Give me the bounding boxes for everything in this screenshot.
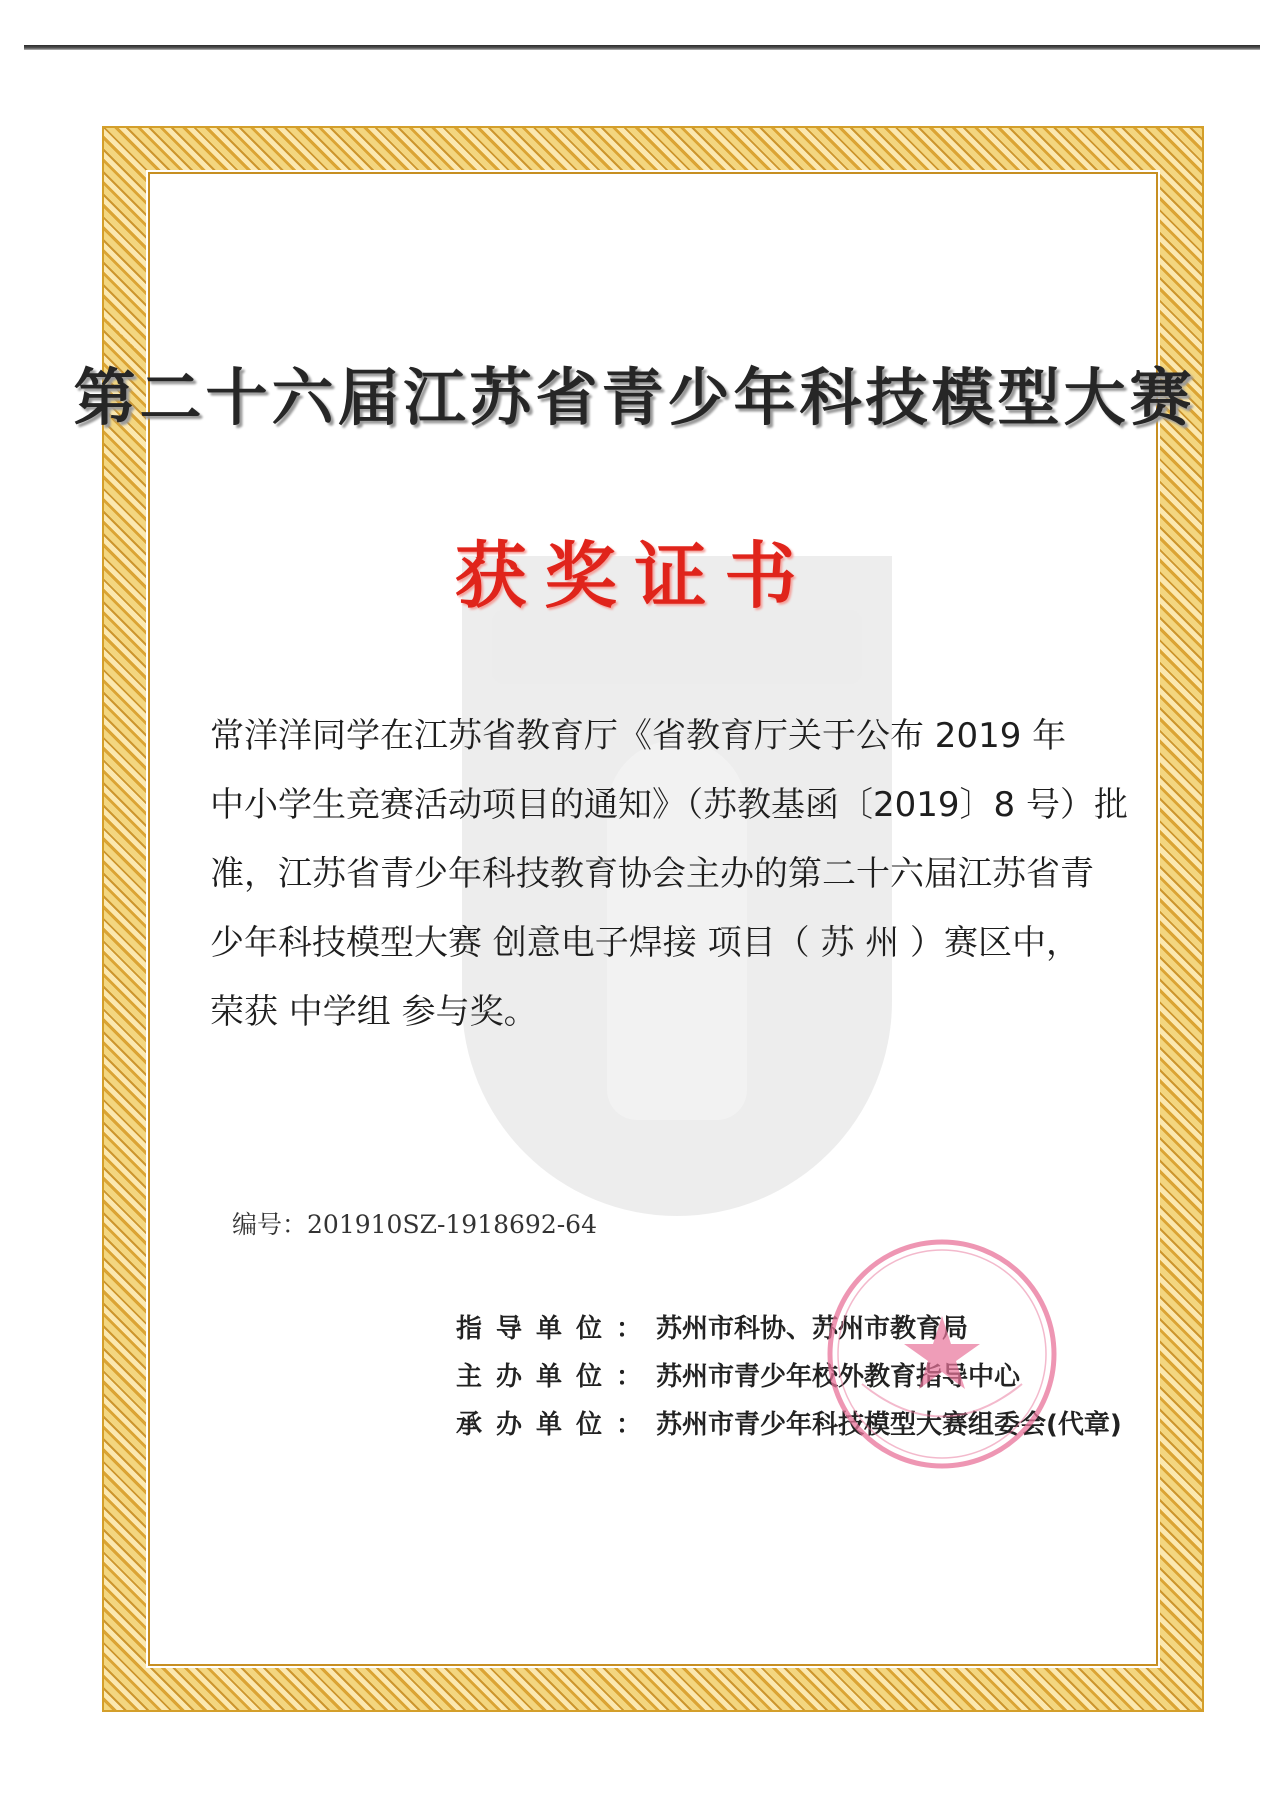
certificate-number (232, 1205, 597, 1241)
award-statement (210, 702, 1128, 1047)
award-statement-line: 中小学生竞赛活动项目的通知》（苏教基函〔2019〕8 号）批 (210, 785, 1128, 825)
official-seal-icon (822, 1234, 1062, 1474)
award-statement-line: 常洋洋同学在江苏省教育厅《省教育厅关于公布 2019 年 (210, 716, 1067, 756)
organizer-value: 苏州市科协、苏州市教育局 (656, 1314, 969, 1344)
organizer-label: 指导单位： (456, 1314, 657, 1344)
organizer-value: 苏州市青少年校外教育指导中心 (656, 1362, 1021, 1392)
certificate-number-value: 201910SZ-1918692-64 (307, 1210, 597, 1239)
organizer-label: 承办单位： (456, 1410, 657, 1440)
award-statement-line: 准，江苏省青少年科技教育协会主办的第二十六届江苏省青 (210, 854, 1094, 894)
certificate-number-label: 编号： (232, 1210, 308, 1239)
organizer-label: 主办单位： (456, 1362, 657, 1392)
scan-edge-line (24, 45, 1260, 50)
award-title: 获奖证书 (454, 533, 815, 618)
award-statement-line: 少年科技模型大赛 创意电子焊接 项目（ 苏 州 ）赛区中， (210, 923, 1081, 963)
award-statement-line: 荣获 中学组 参与奖。 (210, 992, 538, 1032)
organizer-value: 苏州市青少年科技模型大赛组委会(代章) (656, 1410, 1122, 1440)
event-title: 第二十六届江苏省青少年科技模型大赛 (73, 361, 1196, 434)
